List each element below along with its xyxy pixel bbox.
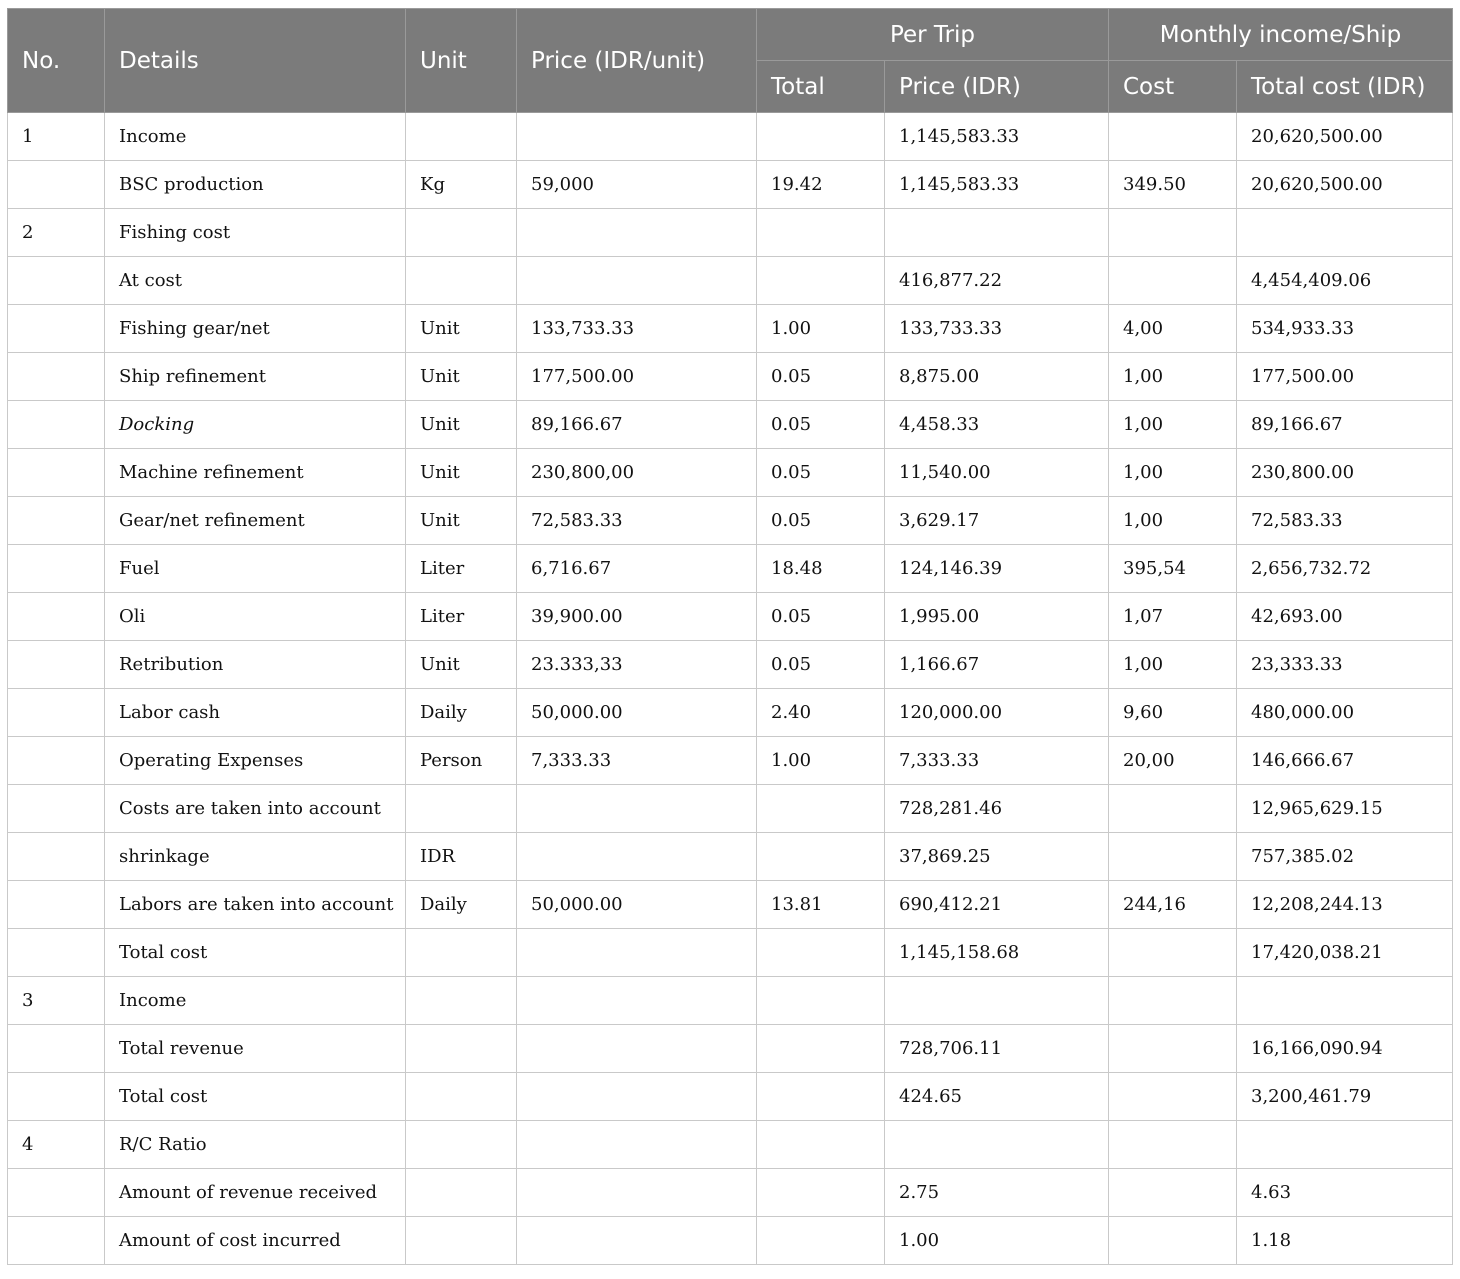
cell-monthly-cost — [1109, 209, 1237, 257]
cell-trip-total — [757, 1073, 885, 1121]
cell-monthly-total-cost: 12,208,244.13 — [1237, 881, 1453, 929]
cell-trip-total — [757, 257, 885, 305]
cell-unit: Unit — [406, 497, 517, 545]
cell-monthly-total-cost: 20,620,500.00 — [1237, 161, 1453, 209]
cell-monthly-total-cost: 42,693.00 — [1237, 593, 1453, 641]
cell-price — [517, 785, 757, 833]
header-details: Details — [105, 9, 406, 113]
cell-unit: Daily — [406, 689, 517, 737]
cell-trip-price: 8,875.00 — [885, 353, 1109, 401]
cell-trip-price: 690,412.21 — [885, 881, 1109, 929]
cell-details: R/C Ratio — [105, 1121, 406, 1169]
cell-details: Fuel — [105, 545, 406, 593]
cell-trip-price: 1,145,158.68 — [885, 929, 1109, 977]
cell-monthly-total-cost: 2,656,732.72 — [1237, 545, 1453, 593]
cell-details: Income — [105, 977, 406, 1025]
cell-price: 89,166.67 — [517, 401, 757, 449]
cell-monthly-total-cost: 4,454,409.06 — [1237, 257, 1453, 305]
cell-trip-total — [757, 209, 885, 257]
cell-price: 6,716.67 — [517, 545, 757, 593]
cell-monthly-cost — [1109, 1073, 1237, 1121]
cell-monthly-cost: 395,54 — [1109, 545, 1237, 593]
cell-monthly-cost: 1,07 — [1109, 593, 1237, 641]
cell-trip-total: 0.05 — [757, 497, 885, 545]
cell-details: Retribution — [105, 641, 406, 689]
cell-monthly-cost — [1109, 1121, 1237, 1169]
cell-price: 59,000 — [517, 161, 757, 209]
cell-monthly-total-cost: 4.63 — [1237, 1169, 1453, 1217]
cell-unit — [406, 1217, 517, 1265]
cell-details: Income — [105, 113, 406, 161]
cell-monthly-total-cost: 534,933.33 — [1237, 305, 1453, 353]
cell-price: 133,733.33 — [517, 305, 757, 353]
cell-monthly-cost — [1109, 833, 1237, 881]
cell-trip-price: 124,146.39 — [885, 545, 1109, 593]
header-per-trip: Per Trip — [757, 9, 1109, 61]
cell-trip-total: 0.05 — [757, 449, 885, 497]
cell-trip-price — [885, 977, 1109, 1025]
cell-no — [8, 257, 105, 305]
cell-details: Oli — [105, 593, 406, 641]
cell-monthly-cost: 1,00 — [1109, 353, 1237, 401]
cell-trip-total: 1.00 — [757, 305, 885, 353]
cell-trip-total: 2.40 — [757, 689, 885, 737]
cell-unit — [406, 1169, 517, 1217]
cell-no — [8, 305, 105, 353]
cell-trip-total: 18.48 — [757, 545, 885, 593]
cell-unit: Person — [406, 737, 517, 785]
cell-price — [517, 113, 757, 161]
cell-unit: Unit — [406, 353, 517, 401]
cell-no — [8, 1169, 105, 1217]
cost-income-table — [7, 8, 1453, 1265]
cell-no — [8, 1073, 105, 1121]
cell-trip-price: 728,706.11 — [885, 1025, 1109, 1073]
cell-price — [517, 257, 757, 305]
cell-details: Amount of revenue received — [105, 1169, 406, 1217]
cell-unit: Unit — [406, 305, 517, 353]
table-row — [8, 257, 1453, 305]
cell-unit — [406, 977, 517, 1025]
table-row — [8, 161, 1453, 209]
table-row — [8, 785, 1453, 833]
cell-monthly-cost: 1,00 — [1109, 449, 1237, 497]
cell-price — [517, 1121, 757, 1169]
table-row — [8, 593, 1453, 641]
cell-unit — [406, 1121, 517, 1169]
header-price-idr: Price (IDR) — [885, 61, 1109, 113]
table-row — [8, 497, 1453, 545]
table-header — [8, 9, 1453, 113]
cell-price: 39,900.00 — [517, 593, 757, 641]
table-row — [8, 353, 1453, 401]
cell-monthly-cost: 349.50 — [1109, 161, 1237, 209]
cell-details: Labors are taken into account — [105, 881, 406, 929]
cell-trip-price: 728,281.46 — [885, 785, 1109, 833]
cell-monthly-cost — [1109, 1025, 1237, 1073]
header-unit: Unit — [406, 9, 517, 113]
cell-price: 72,583.33 — [517, 497, 757, 545]
cell-trip-price: 416,877.22 — [885, 257, 1109, 305]
cell-monthly-cost — [1109, 257, 1237, 305]
table-row — [8, 209, 1453, 257]
cell-trip-total: 0.05 — [757, 641, 885, 689]
cell-price — [517, 1169, 757, 1217]
cell-no — [8, 833, 105, 881]
cell-monthly-cost: 1,00 — [1109, 641, 1237, 689]
cell-unit: Unit — [406, 449, 517, 497]
cell-monthly-total-cost: 146,666.67 — [1237, 737, 1453, 785]
cell-monthly-cost — [1109, 1169, 1237, 1217]
cell-trip-price: 1,145,583.33 — [885, 161, 1109, 209]
table-body — [8, 113, 1453, 1265]
table-row — [8, 401, 1453, 449]
cell-trip-price: 11,540.00 — [885, 449, 1109, 497]
cell-monthly-total-cost: 1.18 — [1237, 1217, 1453, 1265]
table-row — [8, 641, 1453, 689]
cell-trip-price: 7,333.33 — [885, 737, 1109, 785]
cell-trip-total — [757, 785, 885, 833]
cell-trip-total — [757, 1025, 885, 1073]
header-no: No. — [8, 9, 105, 113]
cell-trip-total: 19.42 — [757, 161, 885, 209]
cell-no — [8, 593, 105, 641]
cell-monthly-cost: 4,00 — [1109, 305, 1237, 353]
cell-no: 2 — [8, 209, 105, 257]
cell-trip-price: 2.75 — [885, 1169, 1109, 1217]
cell-trip-total — [757, 929, 885, 977]
table-row — [8, 449, 1453, 497]
cell-details: Machine refinement — [105, 449, 406, 497]
cell-price — [517, 1217, 757, 1265]
cell-unit — [406, 929, 517, 977]
cell-trip-price: 120,000.00 — [885, 689, 1109, 737]
cell-trip-total — [757, 977, 885, 1025]
cell-price: 23.333,33 — [517, 641, 757, 689]
cell-no — [8, 881, 105, 929]
cell-unit — [406, 1025, 517, 1073]
cell-details: Operating Expenses — [105, 737, 406, 785]
cell-price: 230,800,00 — [517, 449, 757, 497]
cell-trip-price: 1,145,583.33 — [885, 113, 1109, 161]
table-row — [8, 1217, 1453, 1265]
cell-no — [8, 929, 105, 977]
cell-trip-total: 0.05 — [757, 401, 885, 449]
cell-no — [8, 497, 105, 545]
cell-no — [8, 689, 105, 737]
cell-price — [517, 1073, 757, 1121]
cell-no: 3 — [8, 977, 105, 1025]
cell-details: BSC production — [105, 161, 406, 209]
cell-no — [8, 1025, 105, 1073]
cell-trip-price: 133,733.33 — [885, 305, 1109, 353]
cell-no — [8, 353, 105, 401]
cell-details: Costs are taken into account — [105, 785, 406, 833]
cell-monthly-cost — [1109, 929, 1237, 977]
cell-unit: Unit — [406, 641, 517, 689]
table-row — [8, 1121, 1453, 1169]
cell-unit — [406, 257, 517, 305]
cell-monthly-total-cost — [1237, 977, 1453, 1025]
table-row — [8, 545, 1453, 593]
cell-monthly-cost — [1109, 113, 1237, 161]
cell-details: Ship refinement — [105, 353, 406, 401]
cell-unit — [406, 785, 517, 833]
cell-trip-price: 4,458.33 — [885, 401, 1109, 449]
cell-details: Gear/net refinement — [105, 497, 406, 545]
cell-trip-total — [757, 113, 885, 161]
cell-price: 50,000.00 — [517, 881, 757, 929]
cell-unit: Daily — [406, 881, 517, 929]
cell-trip-total: 1.00 — [757, 737, 885, 785]
cell-unit: IDR — [406, 833, 517, 881]
cell-monthly-total-cost: 757,385.02 — [1237, 833, 1453, 881]
cell-details: Amount of cost incurred — [105, 1217, 406, 1265]
cell-price: 7,333.33 — [517, 737, 757, 785]
cell-monthly-total-cost: 230,800.00 — [1237, 449, 1453, 497]
cell-monthly-total-cost: 20,620,500.00 — [1237, 113, 1453, 161]
table-row — [8, 1169, 1453, 1217]
cell-details: Fishing cost — [105, 209, 406, 257]
cell-details: At cost — [105, 257, 406, 305]
cell-details: Labor cash — [105, 689, 406, 737]
cell-no — [8, 545, 105, 593]
cell-price — [517, 977, 757, 1025]
cell-monthly-total-cost: 480,000.00 — [1237, 689, 1453, 737]
cell-price — [517, 833, 757, 881]
cell-monthly-cost — [1109, 977, 1237, 1025]
table-row — [8, 929, 1453, 977]
cell-monthly-cost: 20,00 — [1109, 737, 1237, 785]
cell-trip-total — [757, 833, 885, 881]
table-row — [8, 977, 1453, 1025]
cell-trip-total — [757, 1217, 885, 1265]
cell-monthly-total-cost — [1237, 209, 1453, 257]
cell-trip-total: 0.05 — [757, 353, 885, 401]
cell-trip-total: 13.81 — [757, 881, 885, 929]
cell-no — [8, 1217, 105, 1265]
cell-monthly-cost — [1109, 1217, 1237, 1265]
cell-no — [8, 737, 105, 785]
cell-monthly-cost: 244,16 — [1109, 881, 1237, 929]
cell-unit: Kg — [406, 161, 517, 209]
cell-monthly-total-cost: 17,420,038.21 — [1237, 929, 1453, 977]
cell-monthly-total-cost: 23,333.33 — [1237, 641, 1453, 689]
cell-details: Total cost — [105, 1073, 406, 1121]
cell-details: Total cost — [105, 929, 406, 977]
table-row — [8, 1073, 1453, 1121]
table-row — [8, 881, 1453, 929]
cell-monthly-total-cost: 3,200,461.79 — [1237, 1073, 1453, 1121]
cell-trip-price: 1.00 — [885, 1217, 1109, 1265]
cell-no: 1 — [8, 113, 105, 161]
cell-unit: Liter — [406, 545, 517, 593]
cell-details: Total revenue — [105, 1025, 406, 1073]
cell-no — [8, 785, 105, 833]
cell-trip-price: 1,995.00 — [885, 593, 1109, 641]
cell-unit — [406, 113, 517, 161]
cell-trip-total: 0.05 — [757, 593, 885, 641]
cell-monthly-total-cost — [1237, 1121, 1453, 1169]
header-price: Price (IDR/unit) — [517, 9, 757, 113]
cell-unit — [406, 1073, 517, 1121]
cell-no — [8, 641, 105, 689]
cell-unit: Liter — [406, 593, 517, 641]
cell-trip-total — [757, 1121, 885, 1169]
cell-monthly-cost: 1,00 — [1109, 401, 1237, 449]
cell-monthly-total-cost: 89,166.67 — [1237, 401, 1453, 449]
cell-details: Fishing gear/net — [105, 305, 406, 353]
cell-trip-price: 1,166.67 — [885, 641, 1109, 689]
cell-details: shrinkage — [105, 833, 406, 881]
cell-no — [8, 449, 105, 497]
table-row — [8, 689, 1453, 737]
cell-details: Docking — [105, 401, 406, 449]
cell-no — [8, 161, 105, 209]
header-cost: Cost — [1109, 61, 1237, 113]
header-total-cost: Total cost (IDR) — [1237, 61, 1453, 113]
cell-price — [517, 209, 757, 257]
cell-trip-price — [885, 1121, 1109, 1169]
cell-unit — [406, 209, 517, 257]
header-total: Total — [757, 61, 885, 113]
cell-trip-price: 3,629.17 — [885, 497, 1109, 545]
cell-trip-price — [885, 209, 1109, 257]
cell-price: 177,500.00 — [517, 353, 757, 401]
cell-price — [517, 1025, 757, 1073]
cell-unit: Unit — [406, 401, 517, 449]
cell-monthly-total-cost: 16,166,090.94 — [1237, 1025, 1453, 1073]
cell-monthly-cost: 1,00 — [1109, 497, 1237, 545]
cell-monthly-total-cost: 177,500.00 — [1237, 353, 1453, 401]
cell-monthly-total-cost: 72,583.33 — [1237, 497, 1453, 545]
table-row — [8, 1025, 1453, 1073]
cell-monthly-cost: 9,60 — [1109, 689, 1237, 737]
cell-monthly-total-cost: 12,965,629.15 — [1237, 785, 1453, 833]
cell-trip-total — [757, 1169, 885, 1217]
cell-no: 4 — [8, 1121, 105, 1169]
header-monthly: Monthly income/Ship — [1109, 9, 1453, 61]
cell-no — [8, 401, 105, 449]
cell-trip-price: 424.65 — [885, 1073, 1109, 1121]
table-row — [8, 113, 1453, 161]
cell-price: 50,000.00 — [517, 689, 757, 737]
cell-trip-price: 37,869.25 — [885, 833, 1109, 881]
table-row — [8, 833, 1453, 881]
table-row — [8, 305, 1453, 353]
cell-price — [517, 929, 757, 977]
cell-monthly-cost — [1109, 785, 1237, 833]
table-row — [8, 737, 1453, 785]
